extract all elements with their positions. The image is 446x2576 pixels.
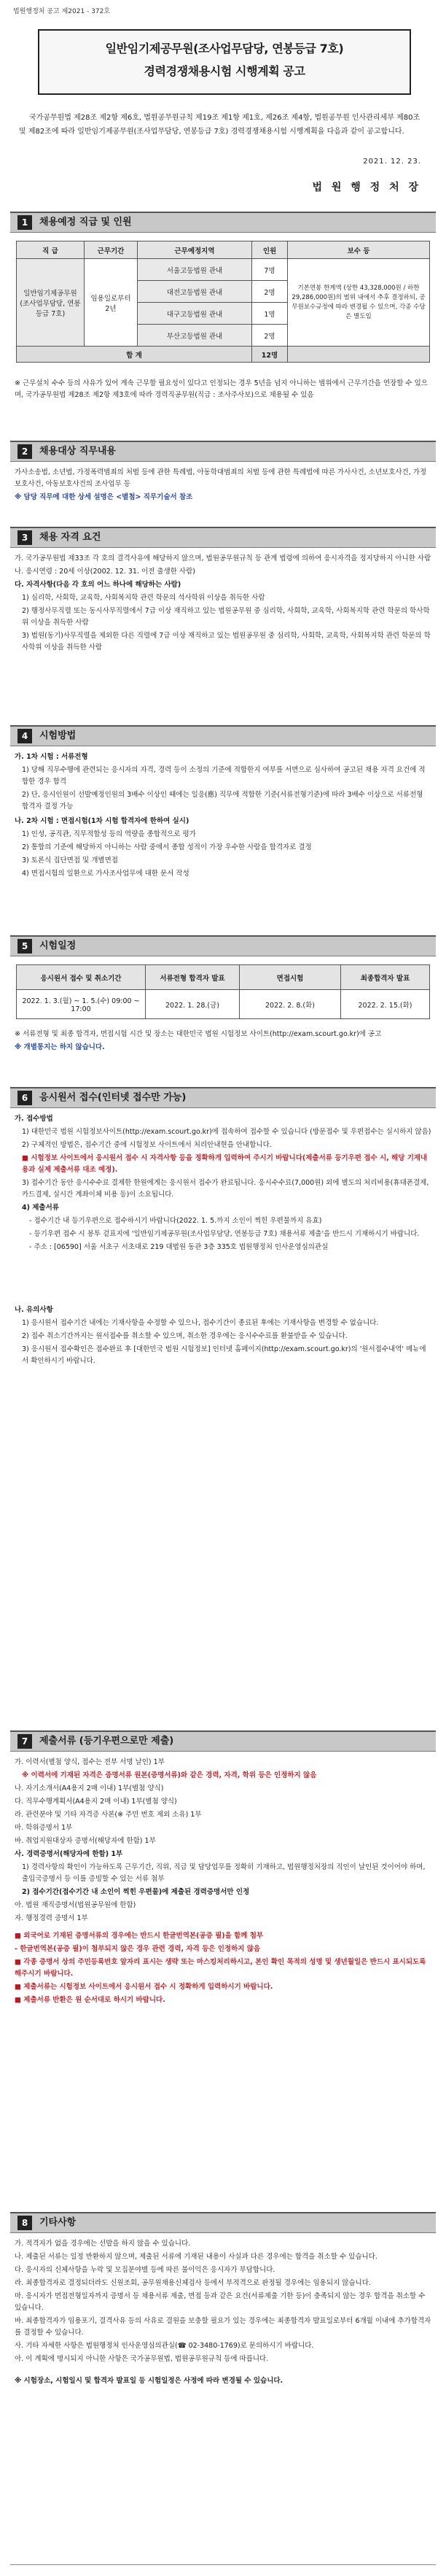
misc-line: 나. 제출된 서류는 일정 반환하지 않으며, 제출된 서류에 기재된 내용이 사실과 다른 경우에는 합격을 취소할 수 있습니다.	[15, 2253, 377, 2261]
section-number: 4	[17, 729, 32, 743]
section-title: 기타사항	[39, 2217, 77, 2228]
section-title: 제출서류 (등기우편으로만 제출)	[39, 1736, 174, 1747]
apply-line: 3) 접수기간 동안 응시수수료 결제한 한원에게는 응시원서 접수가 완료됩니다. 응시수수료(7,000원) 외에 별도의 처리비용(휴대폰결제, 카드결제, 실시간 계좌이체 비용 등)이 소요됩니다.	[22, 1179, 429, 1199]
area-cell: 부산고등법원 관내	[138, 325, 252, 347]
section-header-6	[10, 1087, 436, 1108]
total-count: 12명	[252, 347, 288, 363]
apply-line: 1) 응시원서 접수기간 내에는 기재사항을 수정할 수 있으나, 접수기간이 종료된 후에는 기재사항을 변경할 수 없습니다.	[22, 1319, 379, 1327]
intro-paragraph: 국가공무원법 제28조 제2항 제6호, 법원공무원규칙 제19조 제1항 제1호, 제26조 제4항, 법원공무원 인사관리세부 제80조 및 제82조에 따라 일반임기제공무원(조사업무담당, 연봉등급 7호) 경력경쟁채용시험 시행계획을 다음과 같이 공고합니다.	[19, 114, 420, 136]
doc-line: 아. 법원 재직증명서(법원공무원에 한함)	[15, 1901, 136, 1909]
section-number: 2	[17, 444, 32, 459]
section-header-4	[10, 725, 436, 746]
misc-line: 라. 최종합격자로 결정되더라도 신원조회, 공무원채용신체검사 등에서 부적격으로 판정될 경우에는 임용되지 않습니다.	[15, 2279, 371, 2287]
misc-line: 바. 최종합격자가 임용포기, 결격사유 등의 사유로 결원을 보충할 필요가 있는 경우에는 최종합격자 발표일로부터 6개월 이내에 추가합격자를 결정할 수 있습니다.	[15, 2317, 431, 2337]
misc-line: 아. 이 계획에 명시되지 아니한 사항은 국가공무원법, 법원공무원규칙 등에 따릅니다.	[15, 2355, 269, 2363]
apply-line: 2) 접수 취소기간까지는 원서접수를 취소할 수 있으며, 취소한 경우에는 응시수수료를 환불받을 수 있습니다.	[22, 1332, 348, 1340]
doc-line: 2) 접수기간(접수기간 내 소인이 찍힌 우편물)에 제출된 경력증명서만 인정	[22, 1888, 250, 1896]
section-number: 7	[17, 1734, 32, 1749]
section-title: 채용대상 직무내용	[39, 446, 116, 457]
schedule-note: ※ 서류전형 및 최종 합격자, 면접시험 시간 및 장소는 대한민국 법원 시험정보 사이트(http://exam.scourt.go.kr)에 공고	[15, 1030, 382, 1038]
bottom-divider	[10, 2564, 436, 2565]
section-title: 응시원서 접수(인터넷 접수만 가능)	[39, 1092, 187, 1103]
section-title: 시험일정	[39, 940, 77, 951]
qualification-line: 다. 자격사항(다음 각 호의 어느 하나에 해당하는 사람)	[15, 581, 181, 589]
doc-line: 마. 학위증명서 1부	[15, 1824, 73, 1832]
doc-line: 나. 자기소개서(A4용지 2매 이내) 1부(별첨 양식)	[15, 1784, 164, 1792]
schedule-cell: 2022. 2. 8.(화)	[240, 990, 341, 1019]
schedule-table	[16, 964, 430, 1019]
table-header: 근무기간	[85, 241, 138, 259]
apply-line: - 등기우편 접수 시 봉투 겉표지에 '일반임기제공무원(조사업무담당, 연봉등급 7호) 채용서류 제출'을 반드시 기재하시기 바랍니다.	[29, 1230, 420, 1238]
doc-note: ■ 제출서류 반환은 원 순서대로 하시기 바랍니다.	[15, 1996, 165, 2004]
schedule-cell: 2022. 1. 3.(월) ~ 1. 5.(수) 09:00 ~ 17:00	[17, 990, 146, 1019]
section-title: 채용예정 직급 및 인원	[39, 217, 132, 228]
qualification-line: 나. 응시연령 : 20세 이상(2002. 12. 31. 이전 출생한 사람)	[15, 568, 195, 576]
total-blank	[288, 347, 430, 363]
qualification-line: 3) 법원(동기)사무직렬을 제외한 다른 직렬에 7급 이상 재직하고 있는 법원공무원 중 심리학, 사회학, 교육학, 사회복지학 관련 학문의 학사학위 이상을 취득한 사람	[22, 632, 431, 651]
section-number: 8	[17, 2216, 32, 2230]
doc-line: 자. 행정경력 증명서 1부	[15, 1914, 88, 1922]
section7-body	[15, 1757, 431, 2008]
apply-warning: ■ 시험정보 사이트에서 응시원서 접수 시 자격사항 등을 정확하게 입력하여 주시기 바랍니다(제출서류 등기우편 접수 시, 해당 기재내용과 실제 제출서류 대조 예정).	[22, 1154, 428, 1174]
doc-line: 다. 직무수행계획서(A4용지 2매 이내) 1부(별첨 양식)	[15, 1798, 177, 1806]
section-number: 5	[17, 939, 32, 954]
total-label: 합 계	[17, 347, 252, 363]
exam-line: 1) 인성, 공직관, 직무적합성 등의 역량을 종합적으로 평가	[22, 830, 196, 838]
note-text: ※ 근무설치 수수 등의 사유가 있어 계속 근무할 필요성이 있다고 인정되는 경우 5년을 넘지 아니하는 범위에서 근무기간을 연장할 수 있으며, 국가공무원법 제28조 제2항 제3호에 따라 경력직공무원(직급 : 조사주사보)으로 채용될 수 있음	[15, 379, 428, 399]
doc-note: - 한글번역본(공증 필)이 첨부되지 않은 경우 관련 경력, 자격 등은 인정하지 않음	[15, 1945, 261, 1953]
exam-line: 2) 통합의 기준에 해당하지 아니하는 사람 중에서 종합 성적이 가장 우수한 사람을 합격자로 결정	[22, 843, 312, 851]
table-header: 최종합격자 발표	[341, 965, 430, 990]
qualification-line: 1) 심리학, 사회학, 교육학, 사회복지학 관련 학문의 석사학위 이상을 취득한 사람	[22, 594, 265, 602]
notice-date: 2021. 12. 23.	[363, 158, 421, 166]
doc-note: ■ 제출서류는 시험정보 사이트에서 응시원서 접수 시 정확하게 입력하시기 바랍니다.	[15, 1983, 273, 1991]
section-header-8	[10, 2212, 436, 2233]
apply-line: 3) 응시원서 접수확인은 접수완료 후 [대한민국 법원 시험정보] 인터넷 홈페이지(http://exam.scourt.go.kr)의 '원서접수내역' 메뉴에서 확인하시기 바랍니다.	[22, 1345, 426, 1365]
apply-line: 1) 대한민국 법원 시험정보사이트(http://exam.scourt.go.kr)에 접속하여 접수할 수 있습니다 (방문접수 및 우편접수는 실시하지 않음)	[22, 1128, 431, 1136]
section6-body	[15, 1113, 431, 1369]
section-title: 시험방법	[39, 730, 77, 741]
section4-body	[15, 751, 431, 881]
title-line-2: 경력경쟁채용시험 시행계획 공고	[144, 64, 305, 78]
area-cell: 서울고등법원 관내	[138, 259, 252, 281]
area-cell: 대구고등법원 관내	[138, 303, 252, 325]
misc-line: 다. 응시자의 신체사항을 누락 및 모집분야별 등에 따른 불이익은 응시자가 부담합니다.	[15, 2266, 275, 2274]
count-cell: 2명	[252, 281, 288, 303]
count-cell: 7명	[252, 259, 288, 281]
area-cell: 대전고등법원 관내	[138, 281, 252, 303]
apply-line: - 주소 : [06590] 서울 서초구 서초대로 219 대법원 동관 3층 335호 법원행정처 인사운영심의관실	[29, 1243, 329, 1251]
misc-line: 가. 적격자가 없을 경우에는 선발을 하지 않을 수 있습니다.	[15, 2240, 191, 2248]
table-header: 근무예정지역	[138, 241, 252, 259]
exam-line: 3) 토론식 집단면접 및 개별면접	[22, 856, 118, 865]
apply-line: 가. 접수방법	[15, 1115, 53, 1123]
exam-line: 4) 면접시험의 일환으로 가사조사업무에 대한 문서 작성	[22, 870, 189, 878]
doc-line: 가. 이력서(별첨 양식, 접수는 전부 서명 날인) 1부	[15, 1758, 165, 1766]
section-header-1	[10, 212, 436, 233]
section-number: 6	[17, 1091, 32, 1105]
doc-line: 사. 경력증명서(해당자에 한함) 1부	[15, 1850, 123, 1858]
section-title: 채용 자격 요건	[39, 532, 101, 543]
section-number: 3	[17, 530, 32, 545]
recruit-table	[16, 241, 430, 363]
section-header-3	[10, 527, 436, 548]
issuer: 법 원 행 정 처 장	[312, 182, 421, 193]
schedule-cell: 2022. 2. 15.(화)	[341, 990, 430, 1019]
section3-body	[15, 553, 431, 655]
section1-note	[15, 378, 431, 403]
misc-note: ※ 시험장소, 시험일시 및 합격자 발표일 등 시험일정은 사정에 따라 변경될 수 있습니다.	[15, 2377, 283, 2385]
exam-subtitle: 가. 1차 시험 : 서류전형	[15, 753, 88, 761]
section-header-2	[10, 441, 436, 462]
count-cell: 2명	[252, 325, 288, 347]
schedule-note: ※ 개별통지는 하지 않습니다.	[15, 1043, 105, 1051]
grade-cell: 일반임기제공무원 (조사업무담당, 연봉등급 7호)	[17, 259, 85, 347]
gazette-number: 법원행정처 공고 제2021 - 372호	[13, 8, 111, 15]
qualification-line: 가. 국가공무원법 제33조 각 호의 결격사유에 해당하지 않으며, 법원공무원규칙 등 관계 법령에 의하여 응시자격을 정지당하지 아니한 사람	[15, 554, 431, 562]
exam-line: 2) 단, 응시인원이 선발예정인원의 3배수 이상인 때에는 일응(應) 직무에 적합한 기준(서류전형기준)에 따라 3배수 이상으로 서류전형 합격자 결정 가능	[22, 791, 423, 811]
apply-line: 4) 제출서류	[22, 1204, 59, 1212]
doc-note: ■ 각종 증명서 상의 주민등록번호 앞자리 표시는 생략 또는 마스킹처리하시고, 본인 확인 목적의 성명 및 생년월일은 반드시 표시되도록 해주시기 바랍니다.	[15, 1958, 426, 1978]
doc-line: 1) 경력사항의 확인이 가능하도록 근무기간, 직위, 직급 및 담당업무를 정확히 기재하고, 법원행정처장의 직인이 날인된 것이어야 하며, 출입국증명서 등 이를 증빙할 수 있는 서류 첨부	[22, 1863, 426, 1883]
table-header: 면접시험	[240, 965, 341, 990]
pay-cell: 기본연봉 한계액 (상한 43,328,000원 / 하한 29,286,000원)의 범위 내에서 추후 결정하되, 공무원보수규정에 따라 변경될 수 있으며, 각종 수당은 별도임	[288, 259, 430, 347]
count-cell: 1명	[252, 303, 288, 325]
doc-warning: ※ 이력서에 기재된 자격은 증명서류 원본(증명서류)와 같은 경력, 자격, 학위 등은 인정하지 않음	[22, 1771, 317, 1779]
section-number: 1	[17, 215, 32, 230]
title-line-1: 일반임기제공무원(조사업무담당, 연봉등급 7호)	[105, 42, 344, 55]
apply-line: 2) 구체적인 방법은, 접수기간 중에 시험정보 사이트에서 처리안내현을 안내합니다.	[22, 1141, 272, 1149]
section8-body	[15, 2238, 431, 2389]
misc-line: 사. 기타 자세한 사항은 법원행정처 인사운영심의관실(☎ 02-3480-1769)로 문의하시기 바랍니다.	[15, 2342, 314, 2350]
table-header: 서류전형 합격자 발표	[146, 965, 240, 990]
misc-line: 마. 응시자가 면접전형일자까지 증명서 등 채용서류 제출, 면접 등과 같은 요건(서류제출 기한 등)이 충족되지 않는 경우 합격을 취소할 수 있습니다.	[15, 2292, 426, 2312]
section-header-7	[10, 1730, 436, 1752]
exam-line: 1) 당해 직무수행에 관련되는 응시자의 자격, 경력 등이 소정의 기준에 적합한지 여부를 서면으로 심사하여 공고된 채용 자격 요건에 적합한 경우 합격	[22, 766, 426, 786]
duty-text: 가사소송법, 소년법, 가정폭력범죄의 처벌 등에 관한 특례법, 아동학대범죄의 처벌 등에 관한 특례법에 따른 가사사건, 소년보호사건, 가정보호사건, 아동보호사건의 조사업무 등	[15, 468, 427, 488]
table-header: 인원	[252, 241, 288, 259]
doc-note: ■ 외국어로 기재된 증명서류의 경우에는 반드시 한글번역본(공증 필)을 함께 첨부	[15, 1932, 264, 1940]
title-box	[38, 29, 411, 95]
apply-line: 나. 유의사항	[15, 1306, 53, 1314]
table-header: 직 급	[17, 241, 85, 259]
schedule-cell: 2022. 1. 28.(금)	[146, 990, 240, 1019]
doc-line: 라. 관련분야 및 기타 자격증 사본(※ 주민 번호 제외 소유) 1부	[15, 1811, 202, 1819]
section5-notes	[15, 1029, 431, 1055]
duty-note: ※ 담당 직무에 대한 상세 설명은 <별첨> 직무기술서 참조	[15, 493, 193, 501]
table-header: 보수 등	[288, 241, 430, 259]
section2-body	[15, 467, 431, 505]
apply-line: - 접수기간 내 등기우편으로 접수하시기 바랍니다(2022. 1. 5.까지 소인이 찍힌 우편물까지 유효)	[29, 1217, 322, 1225]
period-cell: 임용일로부터 2년	[85, 259, 138, 347]
section-header-5	[10, 935, 436, 956]
doc-line: 바. 취업지원대상자 증명서(해당자에 한함) 1부	[15, 1837, 156, 1845]
exam-subtitle: 나. 2차 시험 : 면접시험(1차 시험 합격자에 한하여 실시)	[15, 817, 189, 825]
qualification-line: 2) 행정사무직렬 또는 동시사무직렬에서 7급 이상 재직하고 있는 법원공무원 중 심리학, 사회학, 교육학, 사회복지학 관련 학문의 학사학위 이상을 취득한 사람	[22, 607, 430, 627]
table-header: 응시원서 접수 및 취소기간	[17, 965, 146, 990]
